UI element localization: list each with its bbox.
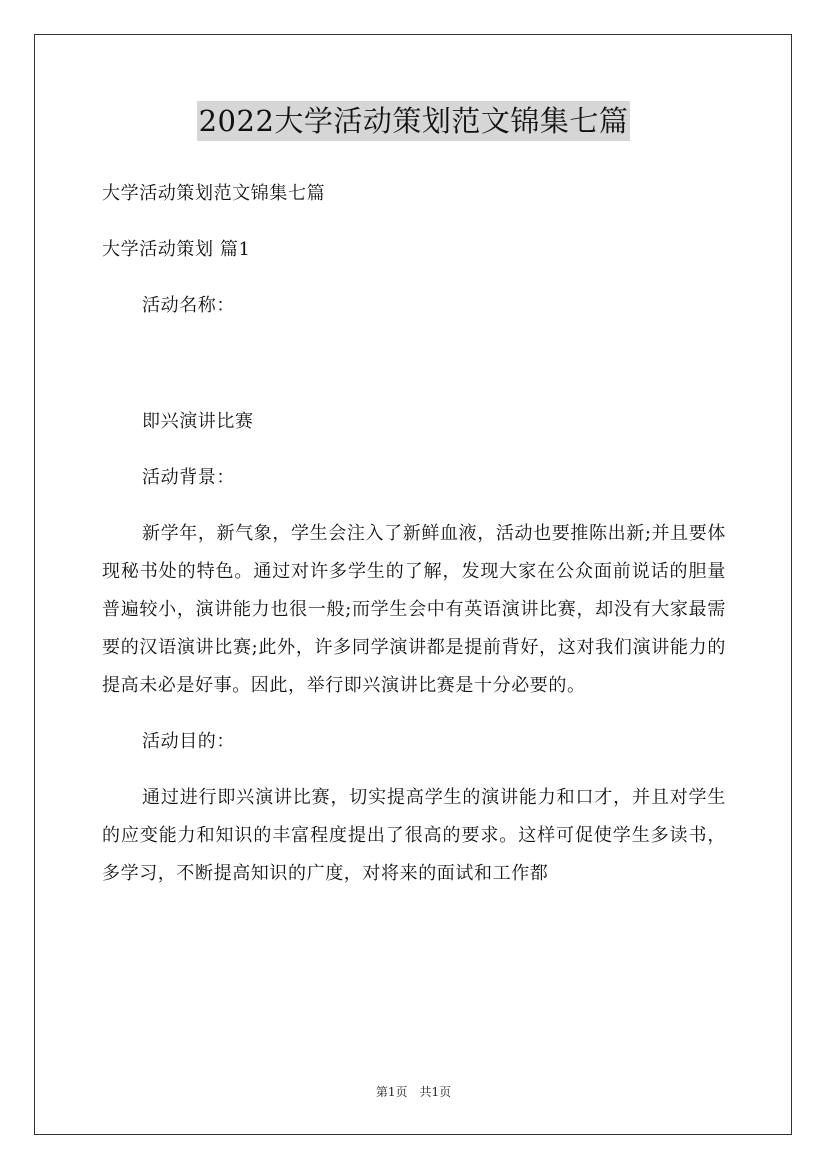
background-label: 活动背景： [142, 467, 235, 488]
purpose-paragraph: 通过进行即兴演讲比赛，切实提高学生的演讲能力和口才，并且对学生的应变能力和知识的丰富程度提出了很高的要求。这样可促使学生多读书，多学习，不断提高知识的广度，对将来的面试和工作都 [102, 787, 726, 884]
section-heading: 大学活动策划 篇1 [102, 239, 251, 260]
background-paragraph: 新学年，新气象，学生会注入了新鲜血液，活动也要推陈出新;并且要体现秘书处的特色。通过对许多学生的了解，发现大家在公众面前说话的胆量普遍较小，演讲能力也很一般;而学生会中有英语演讲比赛，却没有大家最需要的汉语演讲比赛;此外，许多同学演讲都是提前背好，这对我们演讲能力的提高未必是好事。因此，举行即兴演讲比赛是十分必要的。 [102, 523, 726, 696]
page-number: 第1页 [375, 1085, 408, 1099]
purpose-label: 活动目的： [142, 731, 235, 752]
blank-space [102, 343, 726, 403]
subtitle: 大学活动策划范文锦集七篇 [102, 183, 326, 204]
document-body [102, 175, 726, 911]
title-container [0, 101, 827, 141]
document-title: 2022大学活动策划范文锦集七篇 [197, 101, 631, 141]
activity-name-label: 活动名称： [142, 295, 235, 316]
page-total: 共1页 [419, 1085, 452, 1099]
activity-name-value: 即兴演讲比赛 [142, 411, 254, 432]
page-footer [0, 1083, 827, 1100]
